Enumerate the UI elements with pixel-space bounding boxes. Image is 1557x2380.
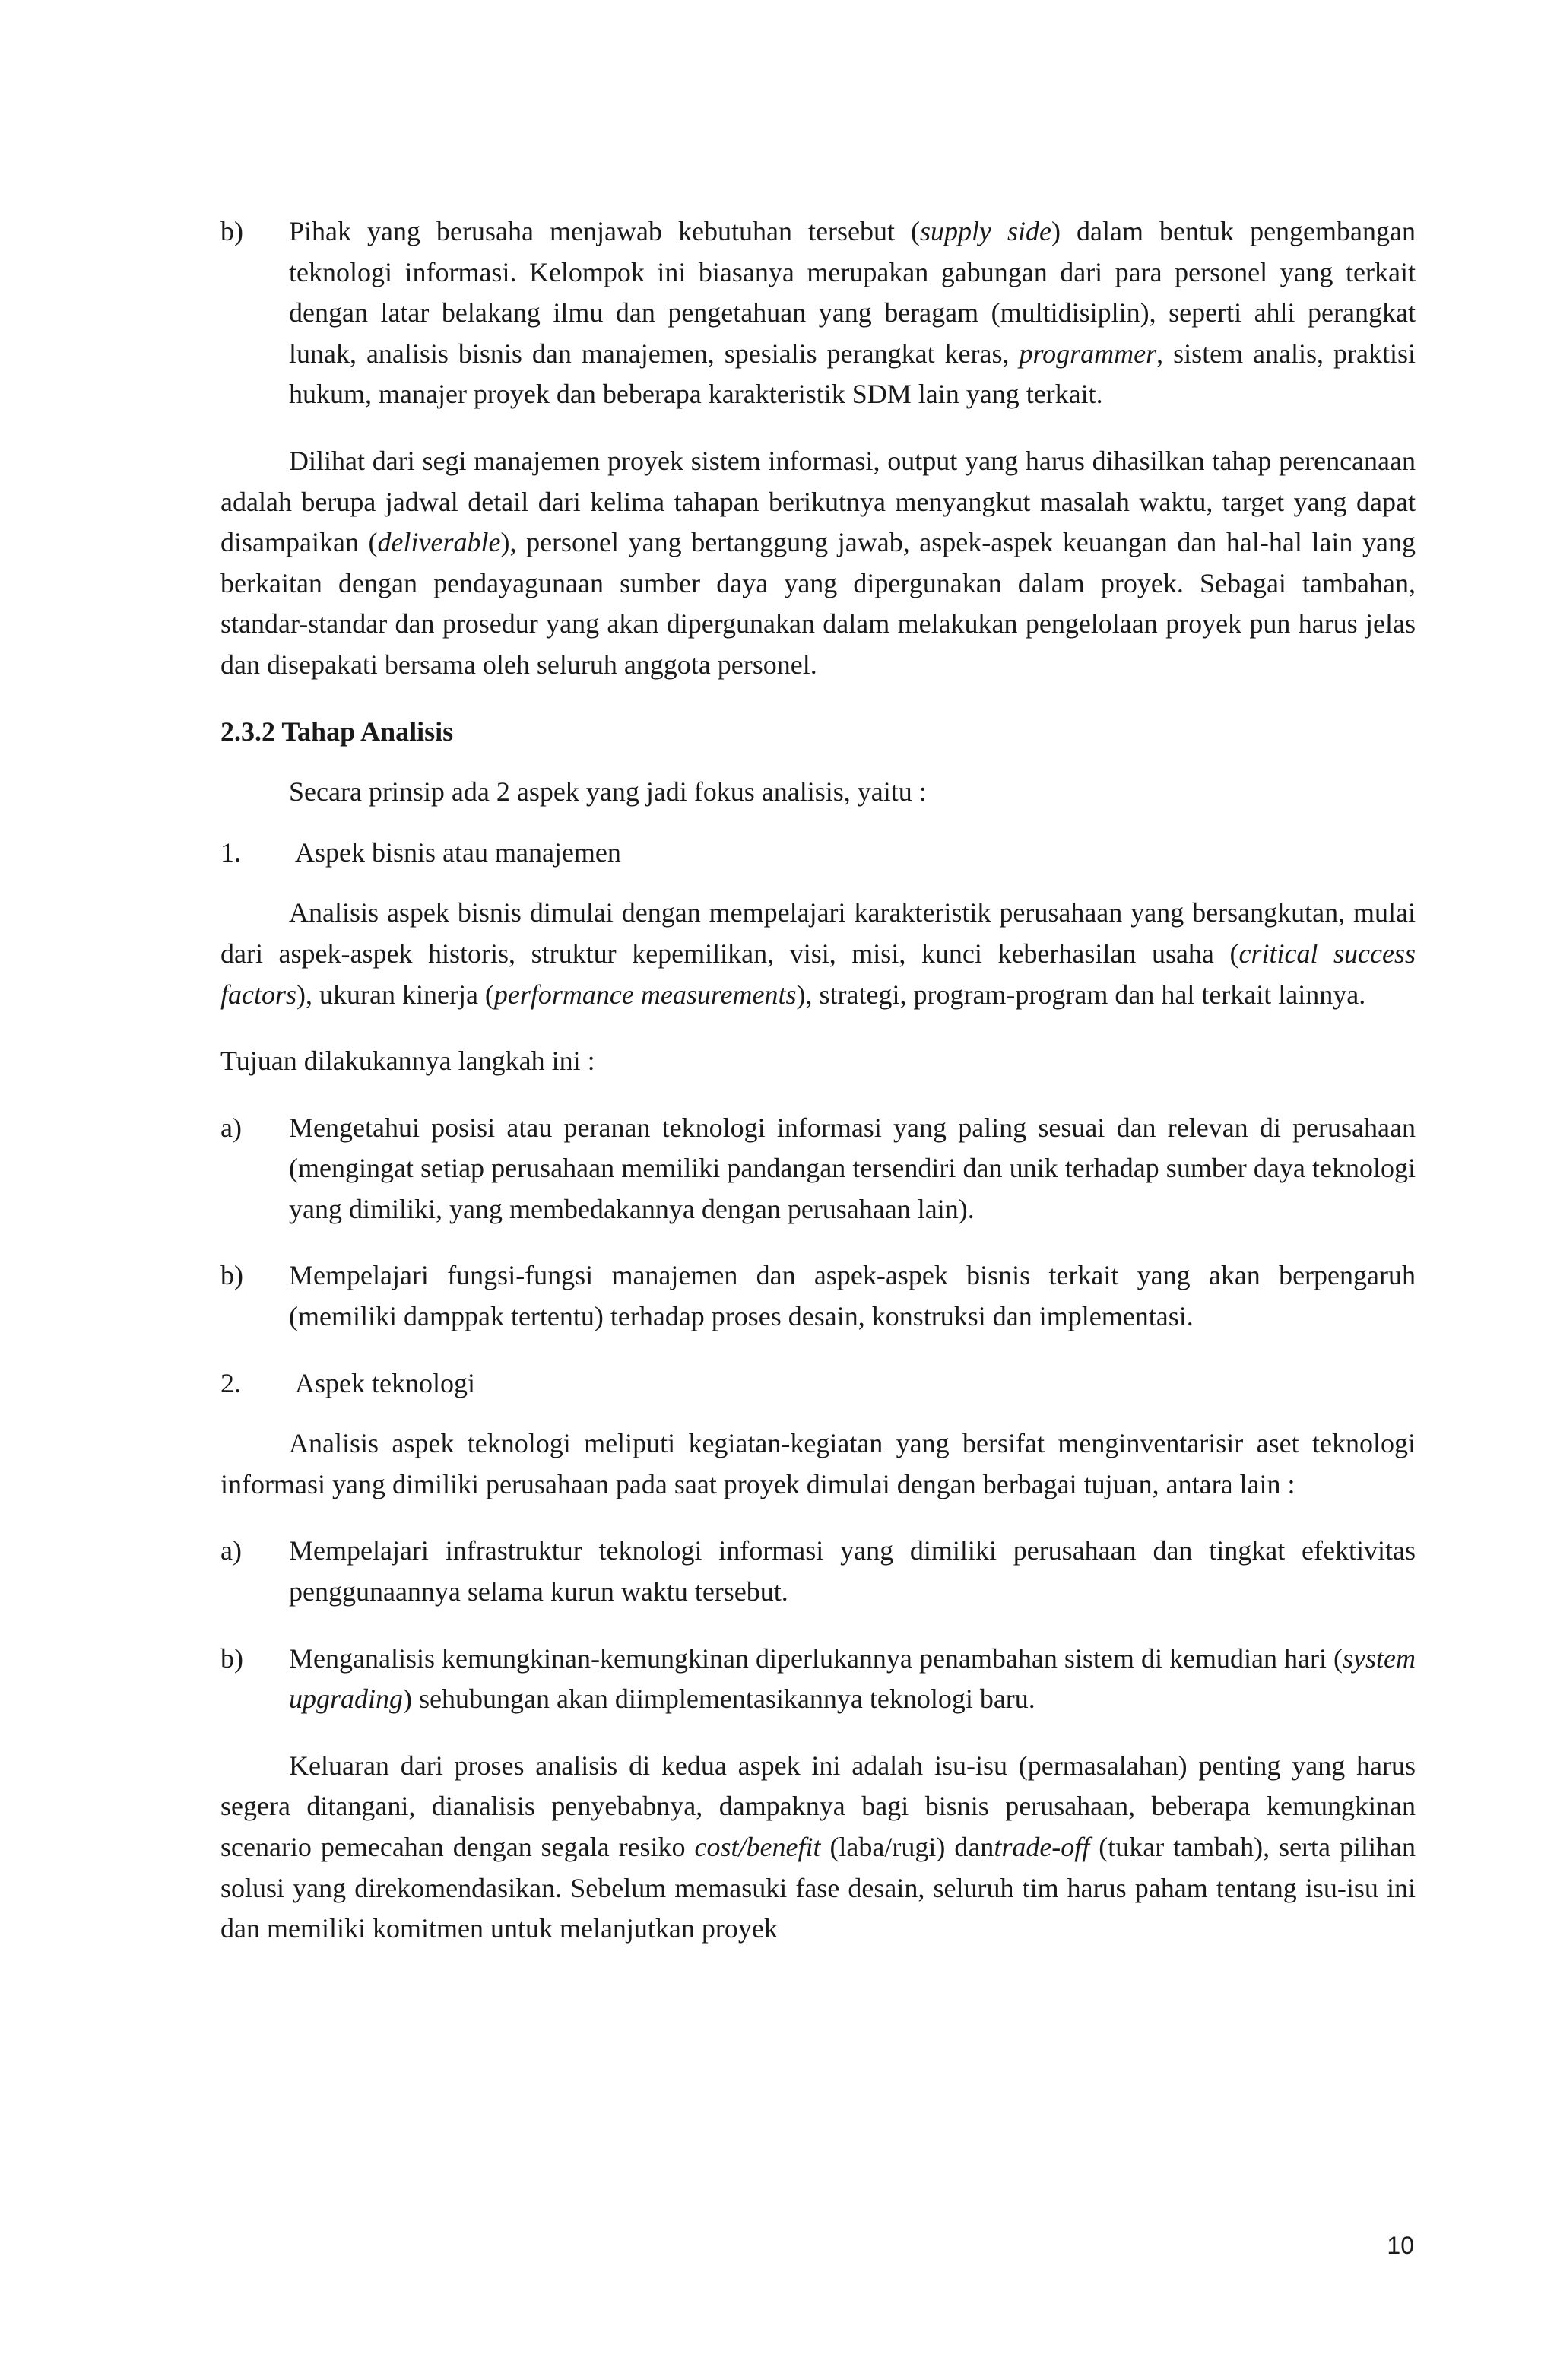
text-run: ) sehubungan akan diimplementasikannya teknologi baru.	[403, 1683, 1035, 1715]
italic-term: trade-off	[994, 1832, 1090, 1862]
paragraph-technology-analysis: Analisis aspek teknologi meliputi kegiatan-kegiatan yang bersifat menginventarisir aset teknologi informasi yang dimiliki perusahaan pada saat proyek dimulai dengan berbagai tujuan, antara lain :	[220, 1428, 1416, 1499]
list-label: b)	[220, 1642, 243, 1674]
list-text	[289, 1639, 1416, 1720]
document-page	[220, 211, 1416, 1950]
italic-term: programmer	[1019, 338, 1157, 369]
italic-term: deliverable	[377, 527, 501, 558]
item-number: 1.	[220, 836, 241, 868]
text-run: Keluaran dari proses analisis di kedua aspek ini adalah isu-isu (permasalahan) penting yang harus segera ditangani, dianalisis penyebabnya, dampaknya bagi bisnis perusahaan, beberapa kemungkinan scenario pemecahan dengan segala resiko	[220, 1750, 1416, 1862]
paragraph-analysis-output	[220, 1746, 1416, 1950]
list-item-b-upgrading	[220, 1639, 1416, 1720]
text-run: Menganalisis kemungkinan-kemungkinan diperlukannya penambahan sistem di kemudian hari (	[289, 1642, 1343, 1674]
list-label: a)	[220, 1112, 242, 1143]
goal-line: Tujuan dilakukannya langkah ini :	[220, 1046, 595, 1077]
italic-term: critical success factors	[220, 938, 1416, 1010]
text-run: Analisis aspek bisnis dimulai dengan mempelajari karakteristik perusahaan yang bersangkutan, mulai dari aspek-aspek historis, struktur kepemilikan, visi, misi, kunci keberhasilan usaha (	[220, 897, 1416, 969]
italic-term: performance measurements	[493, 979, 797, 1010]
list-item-b-supply-side	[220, 211, 1416, 415]
list-text: Mengetahui posisi atau peranan teknologi informasi yang paling sesuai dan relevan di perusahaan (mengingat setiap perusahaan memiliki pandangan tersendiri dan unik terhadap sumber daya teknologi yang dimiliki, yang membedakannya dengan perusahaan lain).	[289, 1112, 1416, 1224]
italic-term: cost/benefit	[694, 1832, 821, 1862]
item-title: Aspek bisnis atau manajemen	[295, 836, 621, 868]
text-run: ), personel yang bertanggung jawab, aspek-aspek keuangan dan hal-hal lain yang berkaitan dengan pendayagunaan sumber daya yang dipergunakan dalam proyek. Sebagai tambahan, standar-standar dan prosedur yang akan dipergunakan dalam melakukan pengelolaan proyek pun harus jelas dan disepakati bersama oleh seluruh anggota personel.	[220, 527, 1416, 680]
page-number: 10	[1387, 2232, 1414, 2259]
item-number: 2.	[220, 1367, 241, 1398]
text-run: ), ukuran kinerja (	[296, 979, 494, 1010]
text-run: Pihak yang berusaha menjawab kebutuhan tersebut (	[289, 216, 920, 246]
section-heading: 2.3.2 Tahap Analisis	[220, 716, 454, 747]
text-run: Dilihat dari segi manajemen proyek sistem informasi, output yang harus dihasilkan tahap perencanaan adalah berupa jadwal detail dari kelima tahapan berikutnya menyangkut masalah waktu, target yang dapat disampaikan (	[220, 445, 1416, 558]
paragraph-planning-output	[220, 441, 1416, 686]
list-text: Mempelajari fungsi-fungsi manajemen dan aspek-aspek bisnis terkait yang akan berpengaruh (memiliki damppak tertentu) terhadap proses desain, konstruksi dan implementasi.	[289, 1260, 1416, 1332]
intro-line: Secara prinsip ada 2 aspek yang jadi fokus analisis, yaitu :	[289, 776, 927, 808]
list-item-a-infrastructure	[220, 1531, 1416, 1612]
text-run: , sistem analis, praktisi hukum, manajer proyek dan beberapa karakteristik SDM lain yang terkait.	[289, 338, 1416, 410]
text-run: (tukar tambah), serta pilihan solusi yang direkomendasikan. Sebelum memasuki fase desain, seluruh tim harus paham tentang isu-isu ini dan memiliki komitmen untuk melanjutkan proyek	[220, 1832, 1416, 1944]
list-label: b)	[220, 216, 243, 246]
italic-term: system upgrading	[289, 1642, 1416, 1715]
text-run: ), strategi, program-program dan hal terkait lainnya.	[796, 979, 1366, 1010]
text-run: (laba/rugi) dan	[820, 1832, 994, 1862]
list-item-a-position	[220, 1108, 1416, 1230]
list-item-b-functions	[220, 1255, 1416, 1337]
paragraph-business-analysis	[220, 893, 1416, 1015]
list-label: a)	[220, 1535, 242, 1566]
item-title: Aspek teknologi	[295, 1367, 475, 1398]
text-run: ) dalam bentuk pengembangan teknologi informasi. Kelompok ini biasanya merupakan gabungan dari para personel yang terkait dengan latar belakang ilmu dan pengetahuan yang beragam (multidisiplin), seperti ahli perangkat lunak, analisis bisnis dan manajemen, spesialis perangkat keras,	[289, 216, 1416, 369]
list-text: Mempelajari infrastruktur teknologi informasi yang dimiliki perusahaan dan tingkat efektivitas penggunaannya selama kurun waktu tersebut.	[289, 1535, 1416, 1607]
list-text	[289, 211, 1416, 415]
numbered-item-1	[220, 833, 1416, 874]
italic-term: supply side	[920, 216, 1052, 246]
numbered-item-2	[220, 1363, 1416, 1404]
list-label: b)	[220, 1260, 243, 1291]
